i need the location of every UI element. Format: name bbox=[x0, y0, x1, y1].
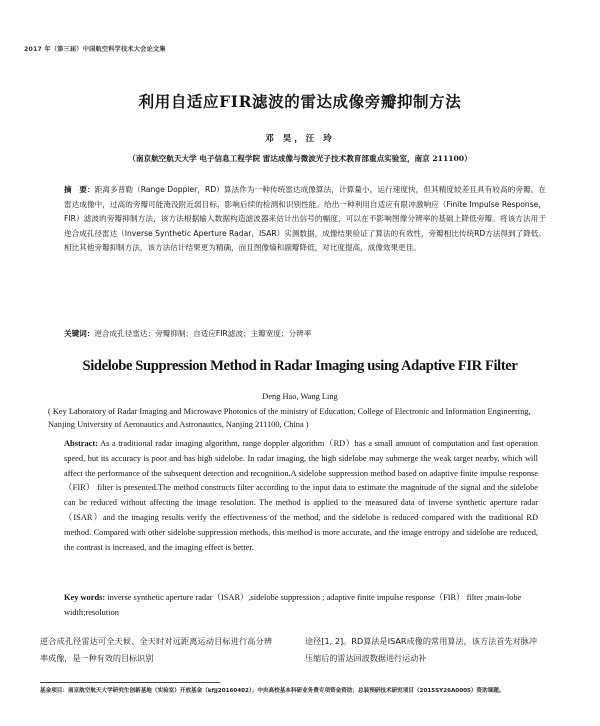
english-keywords-text: inverse synthetic aperture radar（ISAR）,sidelobe suppression ; adaptive finite impulse response（FIR） filter ;main-lobe width;resolution bbox=[64, 593, 522, 617]
chinese-abstract bbox=[64, 183, 546, 256]
english-authors: Deng Hao, Wang Ling bbox=[262, 392, 338, 401]
english-affiliation: ( Key Laboratory of Radar Imaging and Microwave Photonics of the ministry of Education, College of Electronic and Information Engineering, Nanjing University of Aeronautics and Astronautics, Nanjing 211100, China ) bbox=[48, 407, 531, 429]
english-abstract bbox=[64, 437, 538, 555]
english-keywords bbox=[64, 591, 538, 621]
body-right-column: 途径[1, 2]。RD算法是ISAR成像的常用算法，该方法首先对脉冲压缩后的雷达回波数据进行运动补 bbox=[305, 636, 537, 663]
english-abstract-text: As a traditional radar imaging algorithm, range doppler algorithm（RD）has a small amount of computation and fast operation speed, but its accuracy is poor and has high sidelobe. In radar imaging, the high sidelobe may submerge the weak target nearby, which will affect the performance of the subsequent detection and recognition.A sidelobe suppression method based on adaptive finite impulse response（FIR） filter is presented.The method constructs filter according to the input data to estimate the magnitude of the signal and the sidelobe can be reduced without affecting the image resolution. The method is applied to the measured data of inverse synthetic aperture radar（ISAR）and the imaging results verify the effectiveness of the method, and the sidelobe is reduced compared with the traditional RD method. Compared with other sidelobe suppression methods, this method is more accurate, and the image entropy and sidelobe are reduced, the contrast is increased, and the imaging effect is better. bbox=[64, 439, 538, 552]
funding-footnote: 基金项目：南京航空航天大学研究生创新基地（实验室）开放基金（kfjj20160402）；中央高校基本科研业务费专项资金资助；总装预研技术研究项目（2015SY26A0005）资助课题。 bbox=[40, 688, 505, 694]
chinese-authors: 邓 昊，汪 玲 bbox=[265, 134, 335, 144]
footnote-divider bbox=[40, 682, 220, 683]
chinese-keywords-text: 逆合成孔径雷达；旁瓣抑制；自适应FIR滤波；主瓣宽度；分辨率 bbox=[94, 329, 312, 338]
chinese-abstract-text: 距离多普勒（Range Doppler，RD）算法作为一种传统雷达成像算法，计算量小，运行速度快，但其精度较差且具有较高的旁瓣。在雷达成像中，过高的旁瓣可能淹没附近弱目标，影响后续的检测和识别性能。给出一种利用自适应有限冲激响应（Finite Impulse Response，FIR）滤波的旁瓣抑制方法，该方法根据输入数据构造滤波器来估计出信号的幅度，可以在不影响图像分辨率的基础上降低旁瓣。将该方法用于逆合成孔径雷达（Inverse Synthetic Aperture Radar，ISAR）实测数据，成像结果验证了算法的有效性，旁瓣相比传统RD方法得到了降低。相比其他旁瓣抑制方法，该方法估计结果更为精确，而且图像熵和副瓣降低，对比度提高，成像效果更佳。 bbox=[64, 185, 547, 253]
english-title: Sidelobe Suppression Method in Radar Imaging using Adaptive FIR Filter bbox=[82, 358, 518, 374]
chinese-affiliation: （南京航空航天大学 电子信息工程学院 雷达成像与微波光子技术教育部重点实验室，南京 211100） bbox=[128, 154, 472, 163]
chinese-title: 利用自适应FIR滤波的雷达成像旁瓣抑制方法 bbox=[138, 92, 462, 111]
english-abstract-label: Abstract: bbox=[64, 439, 98, 448]
chinese-abstract-label: 摘 要： bbox=[64, 185, 95, 194]
chinese-keywords-label: 关键词： bbox=[64, 329, 95, 338]
running-header: 2017 年（第三届）中国航空科学技术大会论文集 bbox=[24, 46, 166, 53]
body-left-column: 逆合成孔径雷达可全天候、全天时对远距离运动目标进行高分辨率成像，是一种有效的目标识别 bbox=[40, 636, 272, 663]
english-keywords-label: Key words: bbox=[64, 593, 106, 602]
chinese-keywords bbox=[64, 328, 546, 339]
